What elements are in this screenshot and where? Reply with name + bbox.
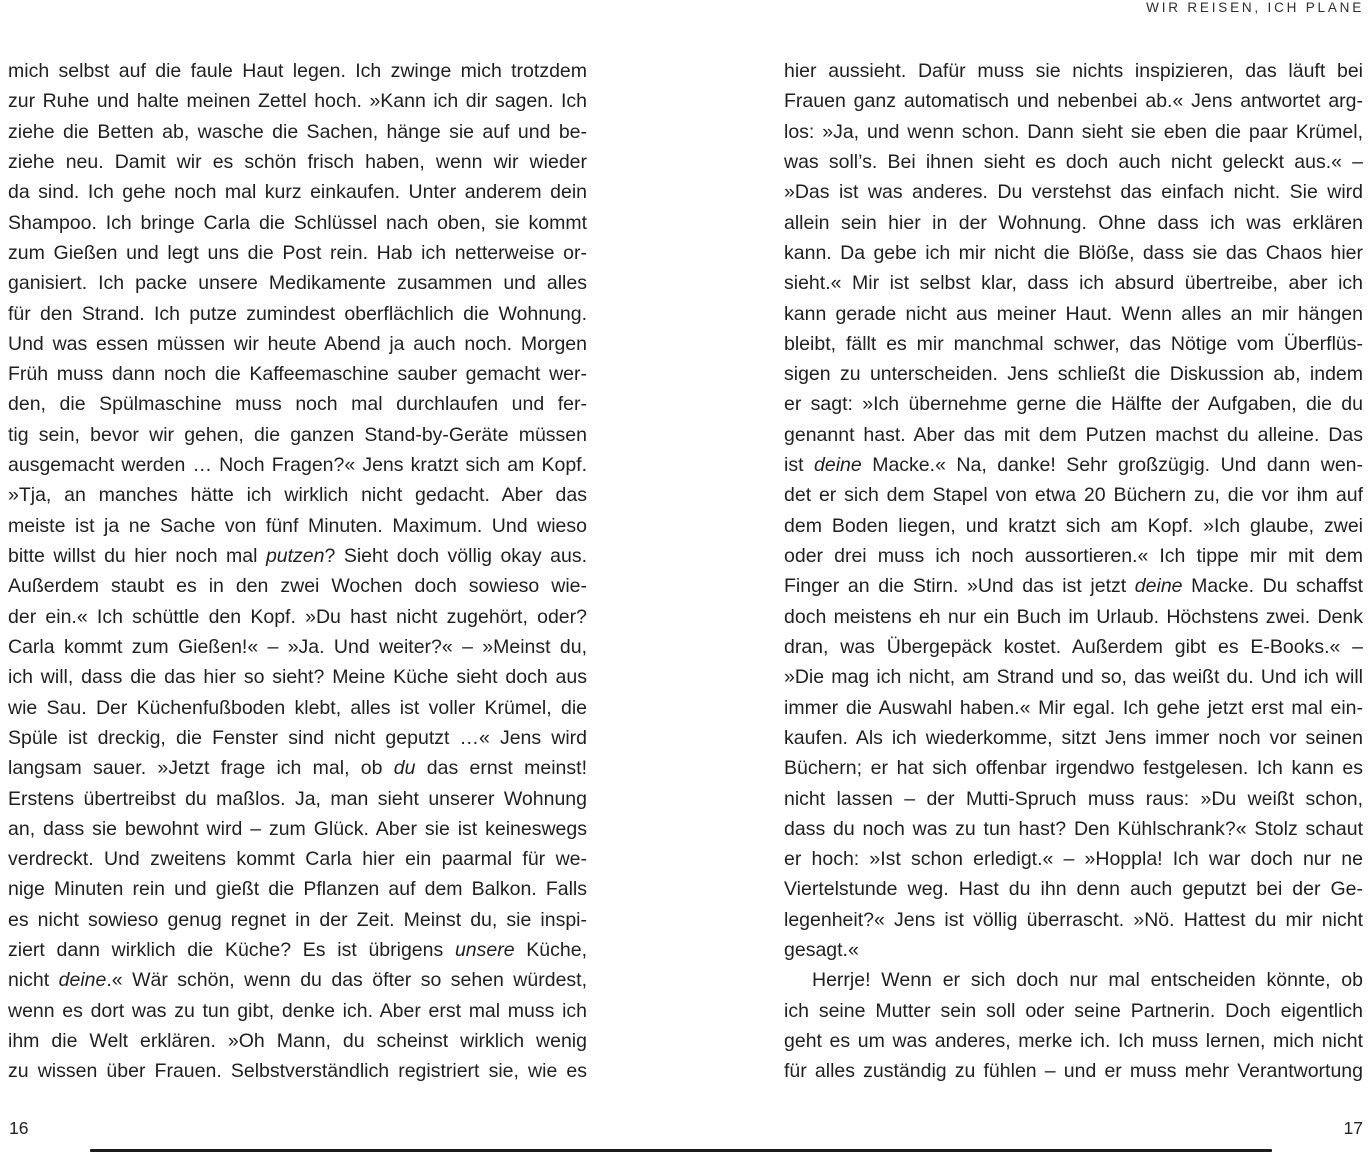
text-line: zum Gießen und legt uns die Post rein. Hab ich netterweise or- (8, 241, 587, 264)
text-line: dem Boden liegen, und kratzt sich am Kopf. »Ich glaube, zwei (784, 514, 1363, 537)
text-line: Viertelstunde weg. Hast du ihn denn auch geputzt bei der Ge- (784, 878, 1363, 901)
page-number-left: 16 (9, 1118, 29, 1138)
text-line: zur Ruhe und halte meinen Zettel hoch. »Kann ich dir sagen. Ich (8, 90, 587, 113)
text-line: ich will, dass die das hier so sieht? Meine Küche sieht doch aus (8, 666, 587, 689)
text-line: wenn es dort was zu tun gibt, denke ich. Aber erst mal muss ich (8, 999, 587, 1022)
text-line: sigen zu unterscheiden. Jens schließt die Diskussion ab, indem (784, 363, 1363, 386)
text-line: nicht lassen – der Mutti-Spruch muss raus: »Du weißt schon, (784, 787, 1363, 810)
text-line: mich selbst auf die faule Haut legen. Ich zwinge mich trotzdem (8, 60, 587, 82)
text-line: dran, was Übergepäck kostet. Außerdem gibt es E-Books.« – (784, 635, 1363, 658)
text-line: Früh muss dann noch die Kaffeemaschine sauber gemacht wer- (8, 363, 587, 386)
text-line: Und was essen müssen wir heute Abend ja auch noch. Morgen (8, 332, 587, 355)
text-line: Herrje! Wenn er sich doch nur mal entscheiden könnte, ob (812, 969, 1363, 992)
text-line: ziert dann wirklich die Küche? Es ist übrigens unsere Küche, (8, 939, 587, 962)
text-line: nicht deine.« Wär schön, wenn du das öfter so sehen würdest, (8, 969, 588, 992)
italic-text: du (393, 757, 416, 780)
text-line: immer die Auswahl haben.« Mir egal. Ich gehe jetzt erst mal ein- (784, 696, 1363, 719)
text-line: er hoch: »Ist schon erledigt.« – »Hoppla! Ich war doch nur ne (784, 848, 1363, 871)
text-line: doch meistens eh nur ein Buch im Urlaub. Höchstens zwei. Denk (784, 605, 1363, 628)
text-line: den, die Spülmaschine muss noch mal durchlaufen und fer- (8, 393, 587, 416)
text-line: langsam sauer. »Jetzt frage ich mal, ob du das ernst meinst! (8, 757, 587, 780)
text-line: bitte willst du hier noch mal putzen? Sieht doch völlig okay aus. (8, 545, 587, 567)
text-line: kann. Da gebe ich mir nicht die Blöße, dass sie das Chaos hier (784, 241, 1363, 264)
text-line: Spüle ist dreckig, die Fenster sind nicht geputzt …« Jens wird (8, 726, 587, 749)
text-line: kann gerade nicht aus meiner Haut. Wenn alles an mir hängen (784, 302, 1363, 325)
text-line: ziehe die Betten ab, wasche die Sachen, hänge sie auf und be- (8, 120, 587, 143)
text-line: wie Sau. Der Küchenfußboden klebt, alles ist voller Krümel, die (8, 696, 587, 719)
text-line: Frauen ganz automatisch und nebenbei ab.« Jens antwortet arg- (784, 90, 1363, 113)
text-line: an, dass sie bewohnt wird – zum Glück. Aber sie ist keineswegs (8, 817, 587, 840)
text-line: Büchern; er hat sich offenbar irgendwo festgelesen. Ich kann es (784, 757, 1363, 780)
text-line: sieht.« Mir ist selbst klar, dass ich absurd übertreibe, aber ich (784, 272, 1363, 295)
text-line: ihm die Welt erklären. »Oh Mann, du scheinst wirklich wenig (8, 1030, 587, 1052)
italic-text: unsere (454, 939, 515, 962)
text-line: dass du noch was zu tun hast? Den Kühlschrank?« Stolz schaut (784, 817, 1363, 840)
text-line: genannt hast. Aber das mit dem Putzen machst du alleine. Das (784, 423, 1363, 446)
text-line: meiste ist ja ne Sache von fünf Minuten. Maximum. Und wieso (8, 514, 587, 537)
italic-text: deine (814, 454, 862, 477)
text-line: legenheit?« Jens ist völlig überrascht. »Nö. Hattest du mir nicht (784, 908, 1363, 931)
page-right-text (784, 56, 1363, 1087)
text-line: hier aussieht. Dafür muss sie nichts inspizieren, das läuft bei (784, 60, 1363, 82)
text-line: ausgemacht werden … Noch Fragen?« Jens kratzt sich am Kopf. (8, 454, 587, 477)
text-line: Erstens übertreibst du maßlos. Ja, man sieht unserer Wohnung (8, 787, 587, 810)
text-line: kaufen. Als ich wiederkomme, sitzt Jens immer noch vor seinen (784, 726, 1363, 749)
text-line: oder drei muss ich noch aussortieren.« Ich tippe mir mit dem (784, 545, 1363, 567)
text-line: nige Minuten rein und gießt die Pflanzen auf dem Balkon. Falls (8, 878, 587, 901)
italic-text: deine (58, 969, 107, 992)
text-line: ziehe neu. Damit wir es schön frisch haben, wenn wir wieder (8, 150, 587, 173)
text-line: zu wissen über Frauen. Selbstverständlich registriert sie, wie es (8, 1060, 587, 1083)
text-line: für den Strand. Ich putze zumindest oberflächlich die Wohnung. (8, 302, 587, 325)
text-line: verdreckt. Und zweitens kommt Carla hier ein paarmal für we- (8, 848, 587, 871)
text-line: Außerdem staubt es in den zwei Wochen doch sowieso wie- (8, 575, 587, 598)
text-line: allein sein hier in der Wohnung. Ohne dass ich was erklären (784, 211, 1363, 234)
text-line: da sind. Ich gehe noch mal kurz einkaufen. Unter anderem dein (8, 181, 587, 204)
text-line: ganisiert. Ich packe unsere Medikamente zusammen und alles (8, 272, 587, 295)
text-line: bleibt, fällt es mir manchmal schwer, das Nötige vom Überflüs- (784, 332, 1363, 355)
text-line: det er sich dem Stapel von etwa 20 Büchern zu, die vor ihm auf (784, 484, 1363, 507)
text-line: ich seine Mutter sein soll oder seine Partnerin. Doch eigentlich (784, 999, 1363, 1022)
text-line: er sagt: »Ich übernehme gerne die Hälfte der Aufgaben, die du (784, 393, 1363, 416)
text-line: los: »Ja, und wenn schon. Dann sieht sie eben die paar Krümel, (784, 120, 1363, 143)
text-line: tig sein, bevor wir gehen, die ganzen Stand-by-Geräte müssen (8, 423, 587, 446)
text-line: »Tja, an manches hätte ich wirklich nicht gedacht. Aber das (8, 484, 587, 507)
text-line: der ein.« Ich schüttle den Kopf. »Du hast nicht zugehört, oder? (8, 605, 587, 628)
text-line: Shampoo. Ich bringe Carla die Schlüssel nach oben, sie kommt (8, 211, 587, 234)
italic-text: deine (1134, 575, 1183, 598)
running-head: WIR REISEN, ICH PLANE (1146, 0, 1364, 15)
text-line: was soll’s. Bei ihnen sieht es doch auch nicht geleckt aus.« – (784, 150, 1363, 173)
text-line: »Die mag ich nicht, am Strand und so, das weißt du. Und ich will (784, 666, 1363, 689)
text-line: Carla kommt zum Gießen!« – »Ja. Und weiter?« – »Meinst du, (8, 635, 587, 658)
text-line: Finger an die Stirn. »Und das ist jetzt deine Macke. Du schaffst (784, 575, 1363, 598)
text-line: für alles zuständig zu fühlen – und er muss mehr Verantwortung (784, 1060, 1363, 1083)
text-line: »Das ist was anderes. Du verstehst das einfach nicht. Sie wird (784, 181, 1363, 204)
page-left-text (8, 56, 587, 1087)
text-line: gesagt.« (784, 939, 859, 962)
text-line: geht es um was anderes, merke ich. Ich muss lernen, mich nicht (784, 1030, 1363, 1052)
text-line: es nicht sowieso genug regnet in der Zeit. Meinst du, sie inspi- (8, 908, 587, 931)
text-line: ist deine Macke.« Na, danke! Sehr großzügig. Und dann wen- (784, 454, 1363, 477)
italic-text: putzen (265, 545, 325, 567)
page-number-right: 17 (1343, 1118, 1363, 1138)
